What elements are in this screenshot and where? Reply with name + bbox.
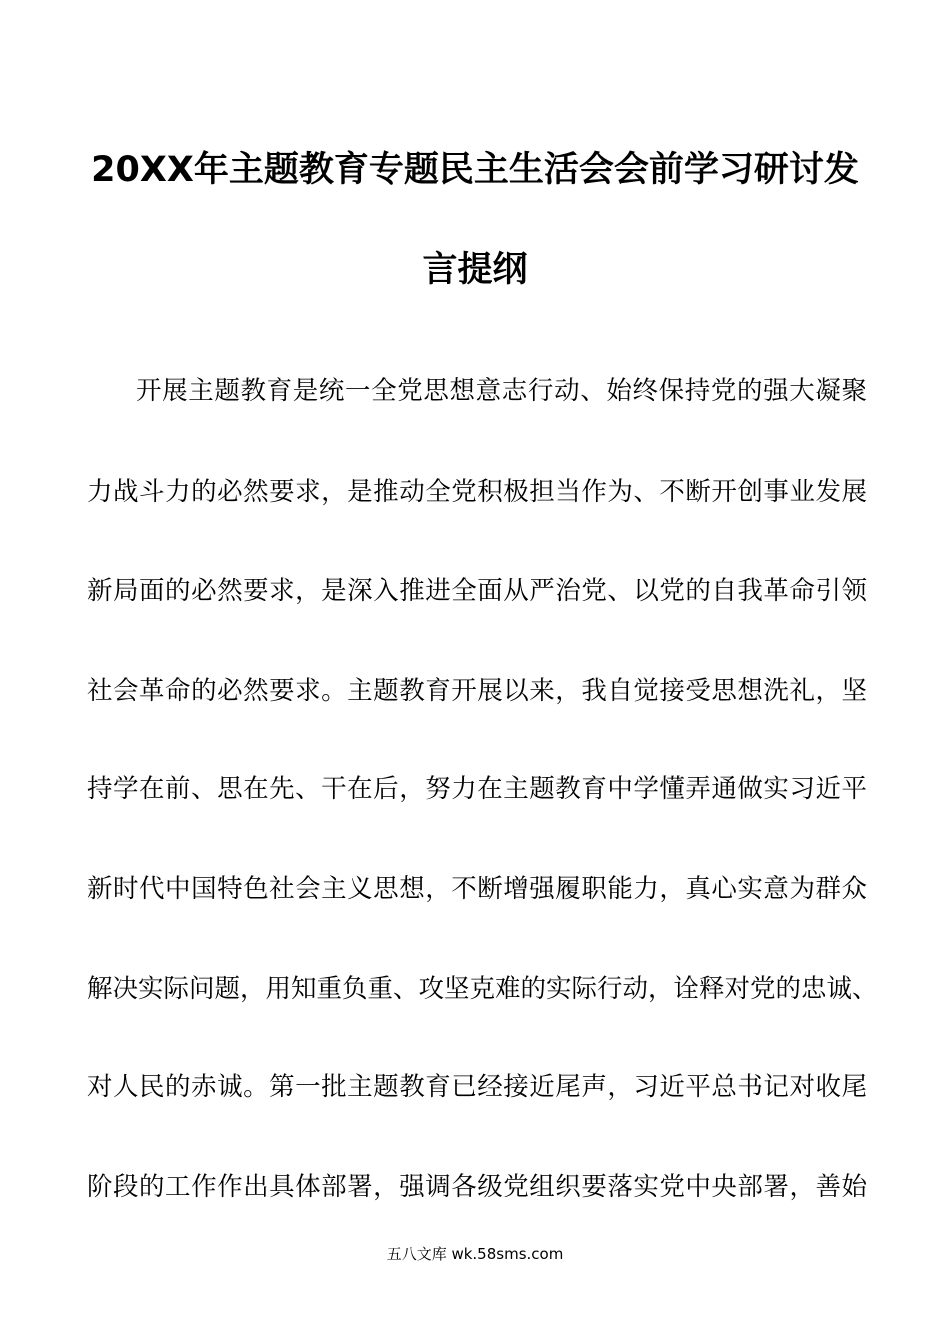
paragraph-line: 持学在前、思在先、干在后，努力在主题教育中学懂弄通做实习近平	[87, 774, 867, 804]
document-title-line-2: 言提纲	[422, 250, 528, 290]
document-title-line-1: 20XX年主题教育专题民主生活会会前学习研讨发	[91, 150, 859, 190]
paragraph-line: 新时代中国特色社会主义思想，不断增强履职能力，真心实意为群众	[87, 874, 867, 904]
paragraph-line: 社会革命的必然要求。主题教育开展以来，我自觉接受思想洗礼，坚	[87, 676, 867, 706]
page-footer: 五八文库 wk.58sms.com	[386, 1245, 564, 1263]
paragraph-line: 对人民的赤诚。第一批主题教育已经接近尾声，习近平总书记对收尾	[87, 1072, 867, 1102]
paragraph-line: 力战斗力的必然要求，是推动全党积极担当作为、不断开创事业发展	[87, 477, 867, 507]
paragraph-line: 阶段的工作作出具体部署，强调各级党组织要落实党中央部署，善始	[87, 1172, 867, 1202]
paragraph-line: 开展主题教育是统一全党思想意志行动、始终保持党的强大凝聚	[136, 376, 867, 406]
paragraph-line: 新局面的必然要求，是深入推进全面从严治党、以党的自我革命引领	[87, 576, 867, 606]
paragraph-line: 解决实际问题，用知重负重、攻坚克难的实际行动，诠释对党的忠诚、	[87, 974, 878, 1004]
